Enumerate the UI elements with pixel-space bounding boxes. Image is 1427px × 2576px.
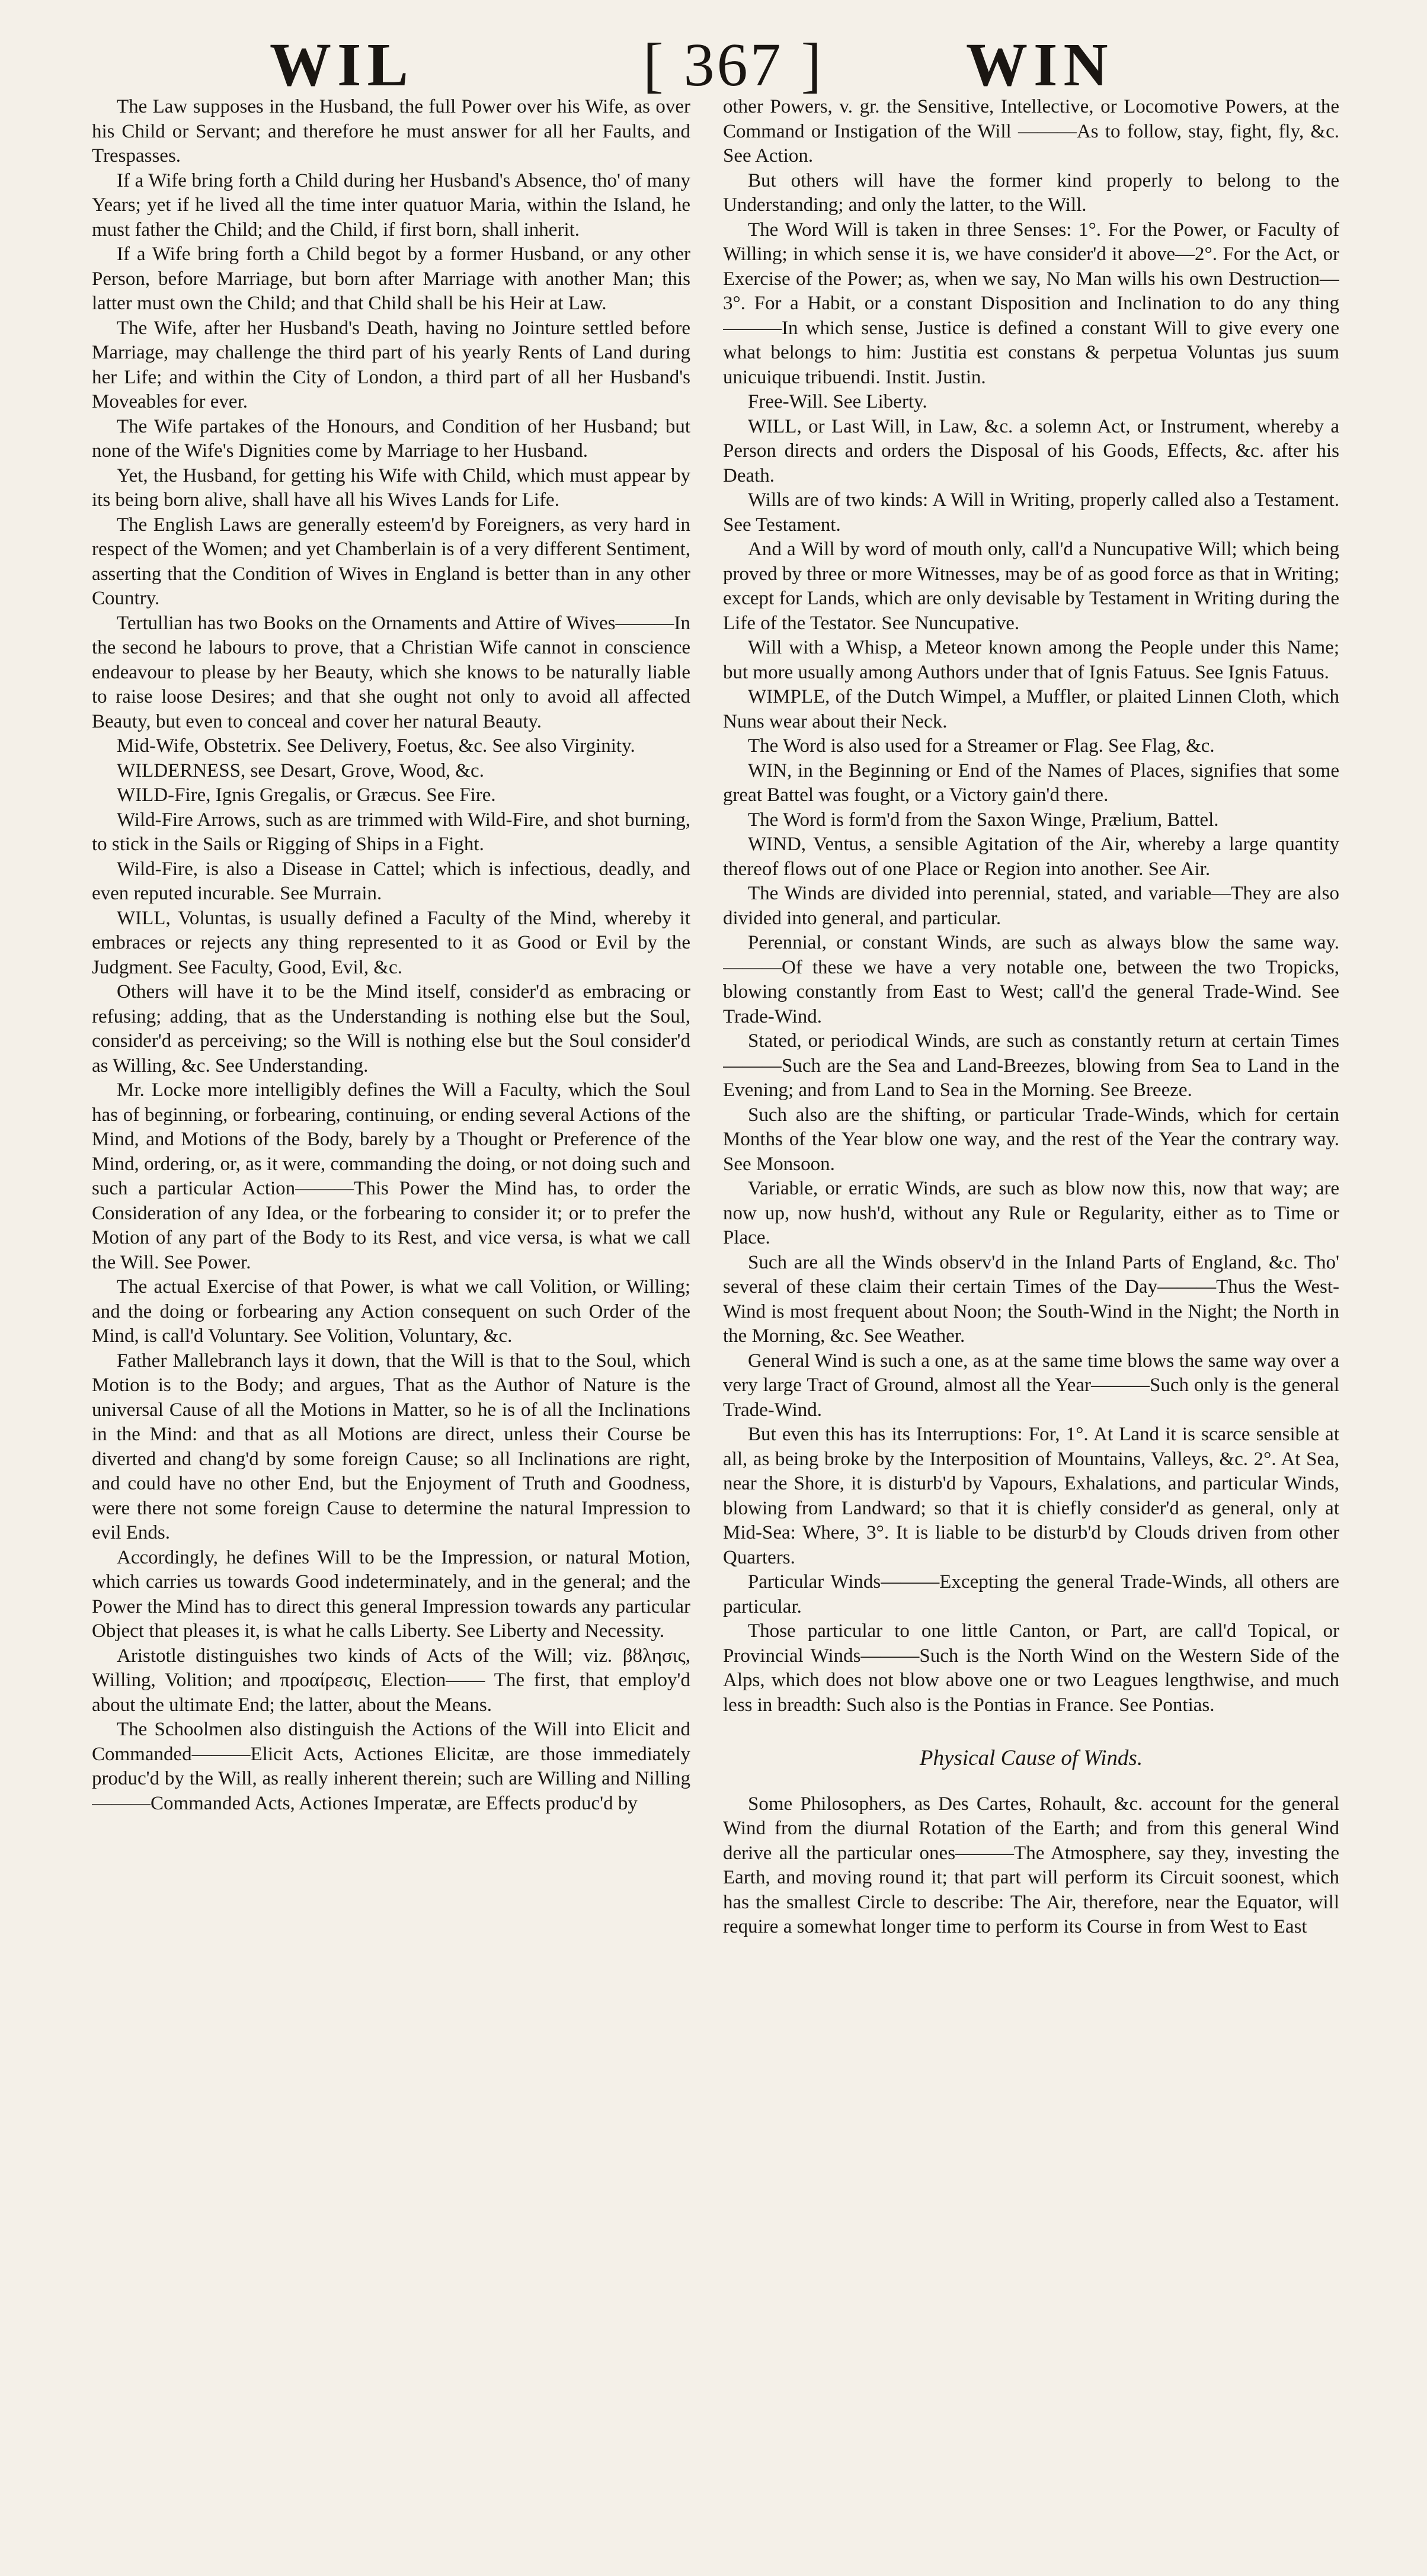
paragraph: The Law supposes in the Husband, the full Power over his Wife, as over his Child or Servant; and therefore he must answer for all her Faults, and Trespasses.	[92, 96, 690, 166]
paragraph: The Word is form'd from the Saxon Winge, Prælium, Battel.	[748, 809, 1219, 831]
running-head-left: WIL	[270, 31, 414, 99]
entry-wild-fire: WILD-Fire, Ignis Gregalis, or Græcus. See Fire.	[117, 784, 496, 806]
entry-last-will: WILL, or Last Will, in Law, &c. a solemn Act, or Instrument, whereby a Person directs and orders the Disposal of his Goods, Effects, &c. after his Death.	[723, 415, 1339, 486]
paragraph: The Word is also used for a Streamer or Flag. See Flag, &c.	[748, 735, 1215, 757]
paragraph: Wild-Fire, is also a Disease in Cattel; which is infectious, deadly, and even reputed incurable. See Murrain.	[92, 858, 690, 904]
paragraph: Others will have it to be the Mind itself, consider'd as embracing or refusing; adding, that as the Understanding is nothing else but the Soul, consider'd as perceiving; so the Will is nothing else but the Soul consider'd as Willing, &c. See Understanding.	[92, 981, 690, 1076]
left-column	[92, 95, 690, 2565]
paragraph: The Word Will is taken in three Senses: 1°. For the Power, or Faculty of Willing; in which sense it is, we have consider'd it above—2°. For the Act, or Exercise of the Power; as, when we say, No Man wills his own Destruction— 3°. For a Habit, or a constant Disposition and Inclination to do any thing———In which sense, Justice is defined a constant Will to give every one what belongs to him: Justitia est constans & perpetua Voluntas jus suum unicuique tribuendi. Instit. Justin.	[723, 219, 1339, 388]
paragraph: Stated, or periodical Winds, are such as constantly return at certain Times———Such are the Sea and Land-Breezes, blowing from Sea to Land in the Evening; and from Land to Sea in the Morning. See Breeze.	[723, 1030, 1339, 1101]
paragraph: Yet, the Husband, for getting his Wife with Child, which must appear by its being born alive, shall have all his Wives Lands for Life.	[92, 464, 690, 511]
page-number: [ 367 ]	[643, 31, 824, 99]
entry-will-with-a-whisp: Will with a Whisp, a Meteor known among the People under this Name; but more usually among Authors under that of Ignis Fatuus. See Ignis Fatuus.	[723, 637, 1339, 683]
entry-wimple: WIMPLE, of the Dutch Wimpel, a Muffler, or plaited Linnen Cloth, which Nuns wear about their Neck.	[723, 686, 1339, 732]
paragraph: Variable, or erratic Winds, are such as blow now this, now that way; are now up, now hush'd, without any Rule or Regularity, either as to Time or Place.	[723, 1178, 1339, 1248]
paragraph: The Wife partakes of the Honours, and Condition of her Husband; but none of the Wife's Dignities come by Marriage to her Husband.	[92, 415, 690, 462]
paragraph: Wills are of two kinds: A Will in Writing, properly called also a Testament. See Testament.	[723, 489, 1339, 536]
paragraph: General Wind is such a one, as at the same time blows the same way over a very large Tract of Ground, almost all the Year———Such only is the general Trade-Wind.	[723, 1350, 1339, 1421]
paragraph: Such also are the shifting, or particular Trade-Winds, which for certain Months of the Year blow one way, and the rest of the Year the contrary way. See Monsoon.	[723, 1104, 1339, 1175]
paragraph: But even this has its Interruptions: For, 1°. At Land it is scarce sensible at all, as being broke by the Interposition of Mountains, Valleys, &c. 2°. At Sea, near the Shore, it is disturb'd by Vapours, Exhalations, and particular Winds, blowing from Landward; so that it is chiefly consider'd as general, only at Mid-Sea: Where, 3°. It is liable to be disturb'd by Clouds driven from other Quarters.	[723, 1424, 1339, 1568]
paragraph: If a Wife bring forth a Child begot by a former Husband, or any other Person, before Marriage, but born after Marriage with another Man; this latter must own the Child; and that Child shall be his Heir at Law.	[92, 243, 690, 314]
paragraph: The Winds are divided into perennial, stated, and variable—They are also divided into general, and particular.	[723, 883, 1339, 929]
entry-free-will: Free-Will. See Liberty.	[748, 391, 927, 412]
paragraph: The Schoolmen also distinguish the Actions of the Will into Elicit and Commanded———Elicit Acts, Actiones Elicitæ, are those immediately produc'd by the Will, as really inherent therein; such are Willing and Nilling———Commanded Acts, Actiones Imperatæ, are Effects produc'd by	[92, 1719, 690, 1814]
paragraph: Particular Winds———Excepting the general Trade-Winds, all others are particular.	[723, 1571, 1339, 1617]
paragraph: Perennial, or constant Winds, are such as always blow the same way.———Of these we have a very notable one, between the two Tropicks, blowing constantly from East to West; call'd the general Trade-Wind. See Trade-Wind.	[723, 932, 1339, 1027]
entry-wilderness: WILDERNESS, see Desart, Grove, Wood, &c.	[117, 760, 484, 781]
paragraph: The actual Exercise of that Power, is what we call Volition, or Willing; and the doing or forbearing any Action consequent on such Order of the Mind, is call'd Voluntary. See Volition, Voluntary, &c.	[92, 1276, 690, 1347]
paragraph: The English Laws are generally esteem'd by Foreigners, as very hard in respect of the Women; and yet Chamberlain is of a very different Sentiment, asserting that the Condition of Wives in England is better than in any other Country.	[92, 514, 690, 609]
paragraph: Mr. Locke more intelligibly defines the Will a Faculty, which the Soul has of beginning, or forbearing, continuing, or ending several Actions of the Mind, and Motions of the Body, barely by a Thought or Preference of the Mind, ordering, or, as it were, commanding the doing, or not doing such and such a particular Action———This Power the Mind has, to order the Consideration of any Idea, or the forbearing to consider it; or to prefer the Motion of any part of the Body to its Rest, and vice versa, is what we call the Will. See Power.	[92, 1079, 690, 1273]
entry-win: WIN, in the Beginning or End of the Names of Places, signifies that some great Battel was fought, or a Victory gain'd there.	[723, 760, 1339, 806]
paragraph: But others will have the former kind properly to belong to the Understanding; and only the latter, to the Will.	[723, 169, 1339, 216]
section-title: Physical Cause of Winds.	[919, 1746, 1143, 1770]
paragraph: Those particular to one little Canton, or Part, are call'd Topical, or Provincial Winds———Such is the North Wind on the Western Side of the Alps, which does not blow above one or two Leagues lengthwise, and much less in breadth: Such also is the Pontias in France. See Pontias.	[723, 1620, 1339, 1716]
paragraph: Wild-Fire Arrows, such as are trimmed with Wild-Fire, and shot burning, to stick in the Sails or Rigging of Ships in a Fight.	[92, 809, 690, 855]
paragraph: And a Will by word of mouth only, call'd a Nuncupative Will; which being proved by three or more Witnesses, may be of as good force as that in Writing; except for Lands, which are only devisable by Testament in Writing during the Life of the Testator. See Nuncupative.	[723, 539, 1339, 634]
entry-will: WILL, Voluntas, is usually defined a Faculty of the Mind, whereby it embraces or rejects any thing represented to it as Good or Evil by the Judgment. See Faculty, Good, Evil, &c.	[92, 907, 690, 978]
paragraph: Accordingly, he defines Will to be the Impression, or natural Motion, which carries us towards Good indeterminately, and in the general; and the Power the Mind has to direct this general Impression towards any particular Object that pleases it, is what he calls Liberty. See Liberty and Necessity.	[92, 1546, 690, 1642]
paragraph: If a Wife bring forth a Child during her Husband's Absence, tho' of many Years; yet if he lived all the time inter quatuor Maria, within the Island, he must father the Child; and the Child, if first born, shall inherit.	[92, 169, 690, 241]
entry-wind: WIND, Ventus, a sensible Agitation of the Air, whereby a large quantity thereof flows out of one Place or Region into another. See Air.	[723, 834, 1339, 880]
right-column	[723, 95, 1339, 2565]
paragraph: Such are all the Winds observ'd in the Inland Parts of England, &c. Tho' several of these claim their certain Times of the Day———Thus the West-Wind is most frequent about Noon; the South-Wind in the Night; the North in the Morning, &c. See Weather.	[723, 1251, 1339, 1347]
paragraph: Some Philosophers, as Des Cartes, Rohault, &c. account for the general Wind from the diurnal Rotation of the Earth; and from this general Wind derive all the particular ones———The Atmosphere, say they, investing the Earth, and moving round it; that part will perform its Circuit soonest, which has the smallest Circle to describe: The Air, therefore, near the Equator, will require a somewhat longer time to perform its Course in from West to East	[723, 1793, 1339, 1937]
paragraph: Mid-Wife, Obstetrix. See Delivery, Foetus, &c. See also Virginity.	[117, 735, 635, 757]
running-head	[0, 24, 1427, 107]
paragraph: Father Mallebranch lays it down, that the Will is that to the Soul, which Motion is to the Body; and argues, That as the Author of Nature is the universal Cause of all the Motions in Matter, so he is of all the Inclinations in the Mind: and that as all Motions are direct, unless their Course be diverted and chang'd by some foreign Cause; so all Inclinations are right, and could have no other End, but the Enjoyment of Truth and Goodness, were there not some foreign Cause to determine the natural Impression to evil Ends.	[92, 1350, 690, 1543]
paragraph: Tertullian has two Books on the Ornaments and Attire of Wives———In the second he labours to prove, that a Christian Wife cannot in conscience endeavour to please by her Beauty, which she knows to be naturally liable to raise loose Desires; and that she ought not only to avoid all affected Beauty, but even to conceal and cover her natural Beauty.	[92, 612, 690, 732]
paragraph: Aristotle distinguishes two kinds of Acts of the Will; viz. βȣλησις, Willing, Volition; and προαίρεσις, Election—— The first, that employ'd about the ultimate End; the latter, about the Means.	[92, 1645, 690, 1716]
paragraph: The Wife, after her Husband's Death, having no Jointure settled before Marriage, may challenge the third part of his yearly Rents of Land during her Life; and within the City of London, a third part of all her Husband's Moveables for ever.	[92, 317, 690, 412]
paragraph-continued: other Powers, v. gr. the Sensitive, Intellective, or Locomotive Powers, at the Command or Instigation of the Will ———As to follow, stay, fight, fly, &c. See Action.	[723, 96, 1339, 166]
running-head-right: WIN	[966, 31, 1114, 99]
